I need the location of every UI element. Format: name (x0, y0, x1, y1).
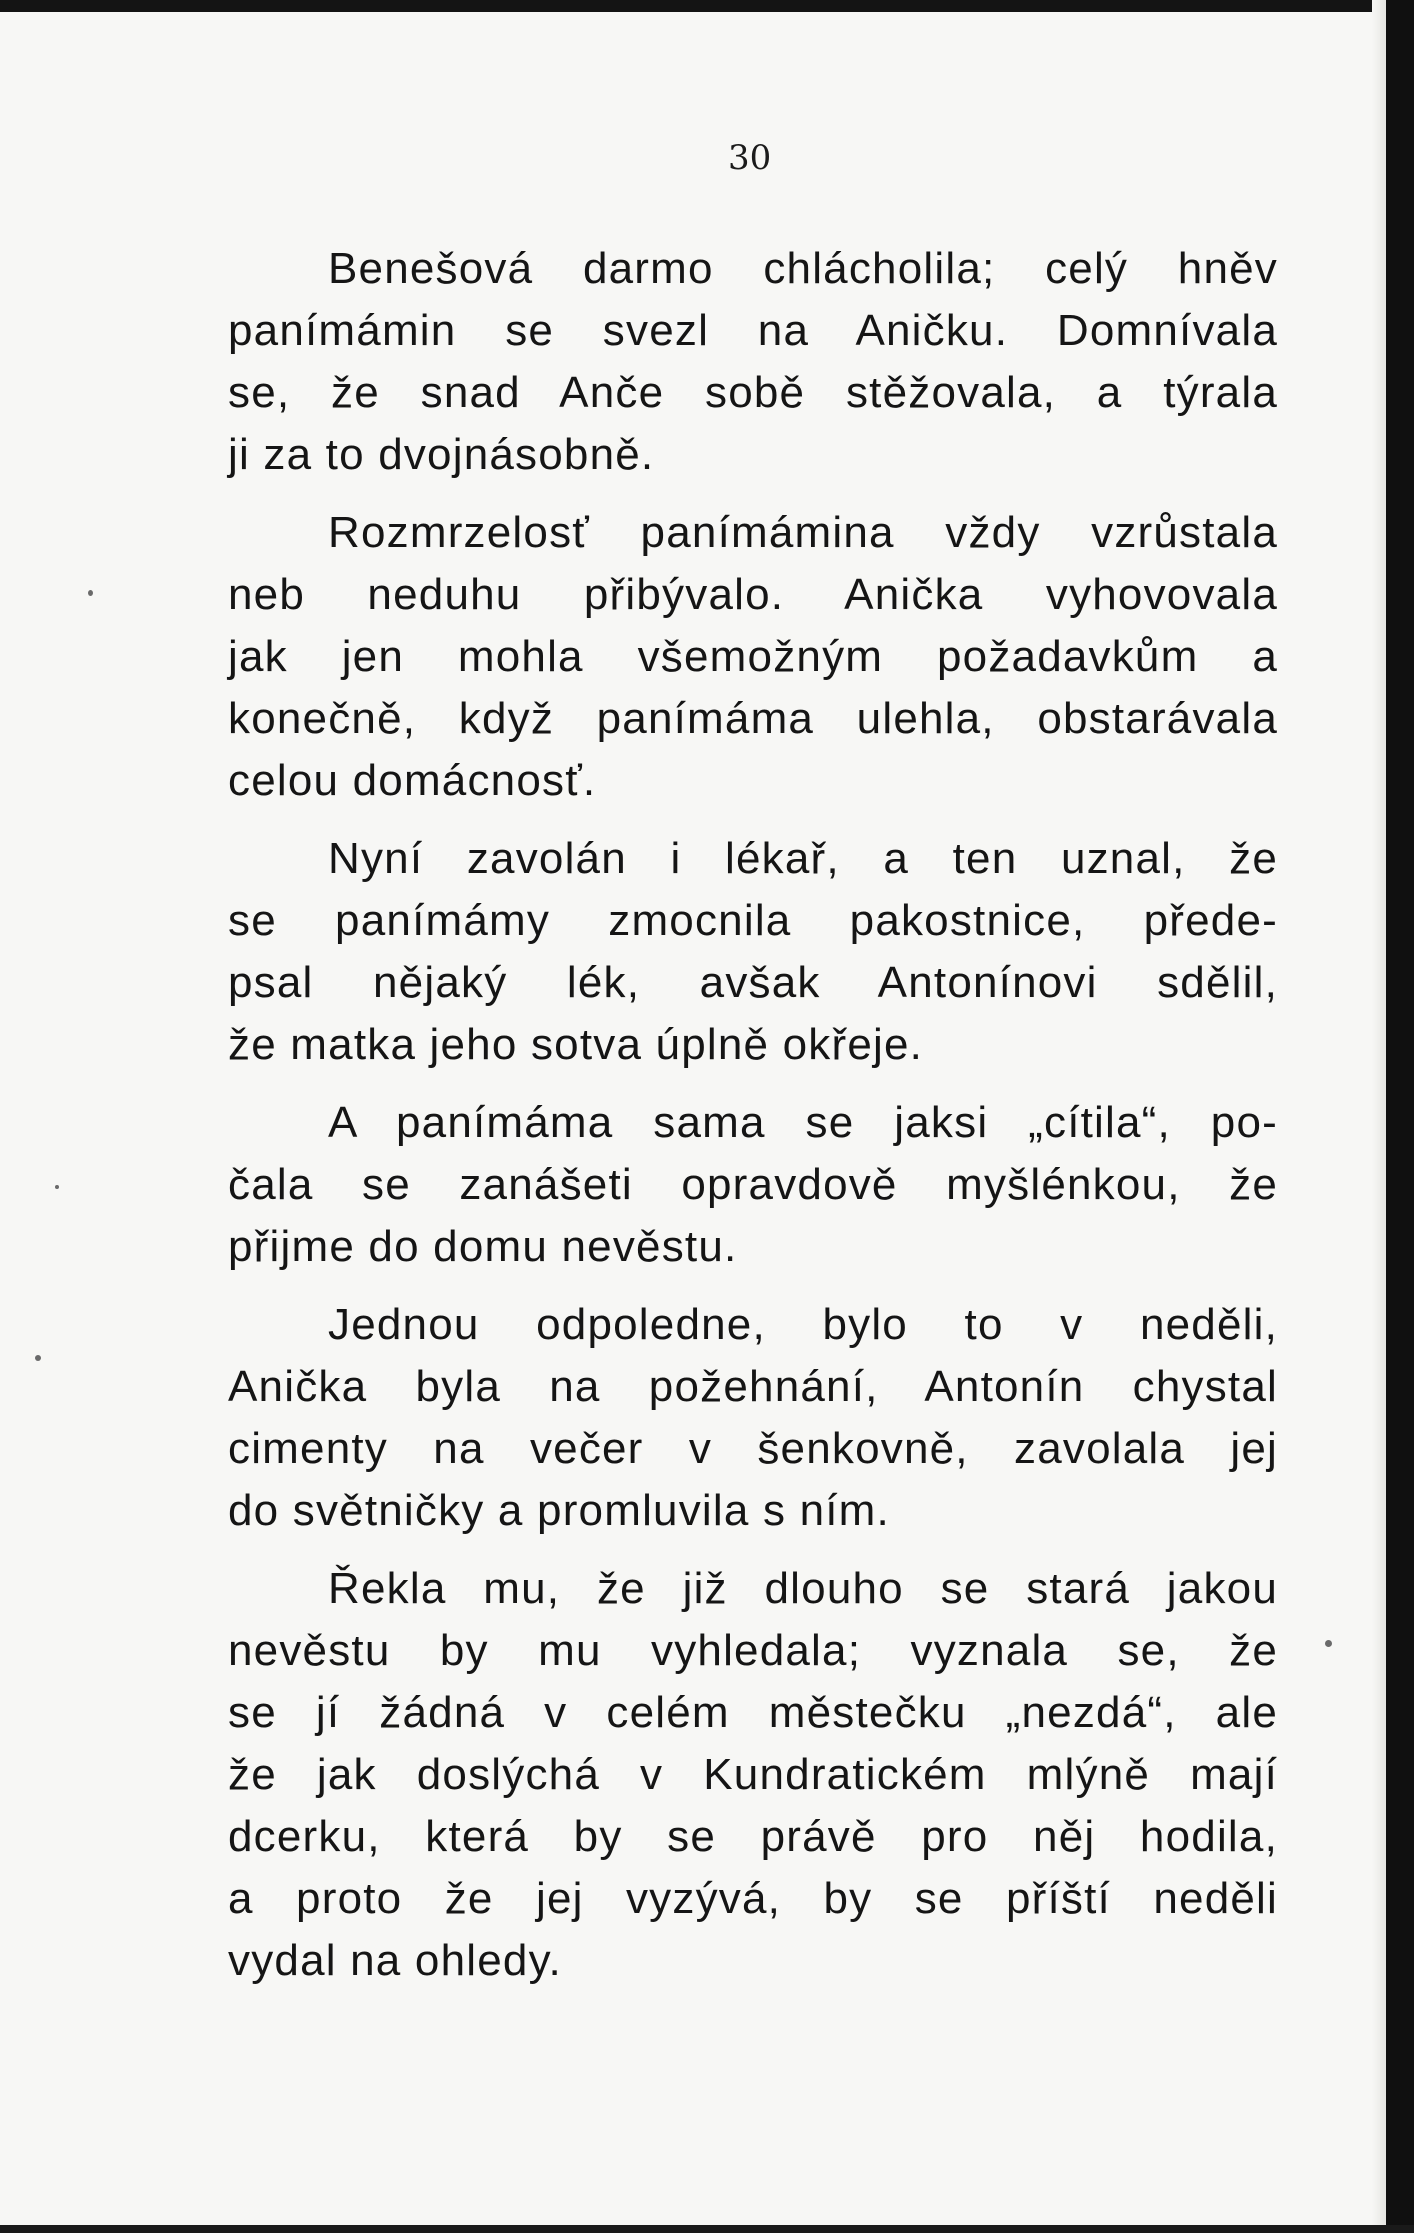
text-line: čala se zanášeti opravdově myšlénkou, že (228, 1160, 1278, 1209)
text-line: a proto že jej vyzývá, by se příští neděli (228, 1874, 1278, 1923)
text-line: do světničky a promluvila s ním. (228, 1486, 890, 1535)
scan-speck (55, 1185, 59, 1189)
paragraph (228, 502, 1278, 812)
page-number: 30 (728, 138, 772, 178)
scan-top-border (0, 0, 1414, 12)
paragraph (228, 1294, 1278, 1542)
text-line: Jednou odpoledne, bylo to v neděli, (328, 1300, 1278, 1349)
text-line: psal nějaký lék, avšak Antonínovi sdělil, (228, 958, 1278, 1007)
text-line: dcerku, která by se právě pro něj hodila, (228, 1812, 1278, 1861)
text-line: že jak doslýchá v Kundratickém mlýně mají (228, 1750, 1278, 1799)
paragraph (228, 828, 1278, 1076)
scan-speck (1325, 1640, 1332, 1647)
text-line: cimenty na večer v šenkovně, zavolala jej (228, 1424, 1278, 1473)
text-line: konečně, když panímáma ulehla, obstarávala (228, 694, 1278, 743)
text-line: jak jen mohla všemožným požadavkům a (228, 632, 1278, 681)
text-line: že matka jeho sotva úplně okřeje. (228, 1020, 924, 1069)
page-gutter-shadow (1372, 0, 1386, 2233)
text-line: ji za to dvojnásobně. (228, 430, 655, 479)
text-line: se panímámy zmocnila pakostnice, přede- (228, 896, 1278, 945)
text-line: Rozmrzelosť panímámina vždy vzrůstala (328, 508, 1278, 557)
text-line: se jí žádná v celém městečku „nezdá“, ale (228, 1688, 1278, 1737)
text-line: A panímáma sama se jaksi „cítila“, po- (328, 1098, 1278, 1147)
text-line: nevěstu by mu vyhledala; vyznala se, že (228, 1626, 1278, 1675)
text-line: Benešová darmo chlácholila; celý hněv (328, 244, 1278, 293)
text-line: Řekla mu, že již dlouho se stará jakou (328, 1564, 1278, 1613)
scan-bottom-border (0, 2225, 1414, 2233)
scan-speck (88, 590, 93, 596)
text-line: neb neduhu přibývalo. Anička vyhovovala (228, 570, 1278, 619)
text-line: panímámin se svezl na Aničku. Domnívala (228, 306, 1278, 355)
text-line: Anička byla na požehnání, Antonín chystal (228, 1362, 1278, 1411)
text-line: se, že snad Anče sobě stěžovala, a týrala (228, 368, 1278, 417)
scan-right-border (1386, 0, 1414, 2233)
text-line: Nyní zavolán i lékař, a ten uznal, že (328, 834, 1278, 883)
text-line: vydal na ohledy. (228, 1936, 562, 1985)
body-text (228, 238, 1278, 2008)
paragraph (228, 1558, 1278, 1992)
paragraph (228, 238, 1278, 486)
text-line: přijme do domu nevěstu. (228, 1222, 738, 1271)
text-line: celou domácnosť. (228, 756, 597, 805)
scan-speck (35, 1355, 41, 1361)
paragraph (228, 1092, 1278, 1278)
